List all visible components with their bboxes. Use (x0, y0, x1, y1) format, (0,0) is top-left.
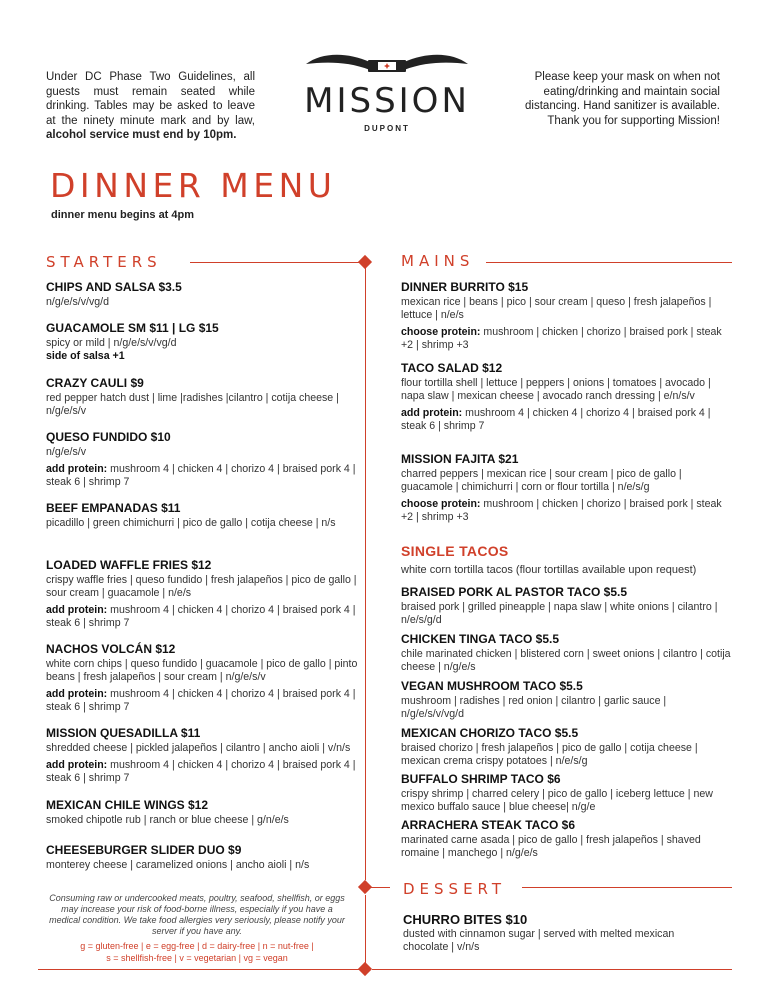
logo-wordmark: MISSION (304, 81, 470, 121)
item-name: VEGAN MUSHROOM TACO $5.5 (401, 679, 583, 693)
item-addon (401, 498, 731, 524)
addon-label: add protein: (46, 688, 108, 700)
single-tacos-note: white corn tortilla tacos (flour tortillas available upon request) (401, 564, 697, 576)
item-name: BEEF EMPANADAS $11 (46, 501, 181, 515)
item-name: BUFFALO SHRIMP TACO $6 (401, 772, 561, 786)
divider-diamond-bottom (358, 962, 372, 976)
dietary-legend-line-1: g = gluten-free | e = egg-free | d = dairy-free | n = nut-free | (80, 941, 314, 951)
starters-divider (190, 262, 360, 263)
addon-options: mushroom 4 | chicken 4 | chorizo 4 | braised pork 4 | steak 6 | shrimp 7 (46, 604, 356, 629)
item-name: MISSION QUESADILLA $11 (46, 726, 201, 740)
menu-item-guacamole (46, 321, 366, 363)
item-description: spicy or mild | n/g/e/s/v/vg/d (46, 337, 177, 349)
menu-item-taco-salad (401, 361, 731, 433)
menu-item-chips-and-salsa (46, 280, 366, 309)
item-addon (401, 407, 731, 433)
item-addon (46, 759, 366, 785)
item-name: CHICKEN TINGA TACO $5.5 (401, 632, 560, 646)
mask-notice-line-1: Please keep your mask on when not (534, 71, 720, 83)
mains-heading: MAINS (401, 252, 475, 270)
item-description: crispy waffle fries | queso fundido | fresh jalapeños | pico de gallo | sour cream | guacamole | n/e/s (46, 574, 357, 599)
item-name: ARRACHERA STEAK TACO $6 (401, 818, 576, 832)
item-addon (46, 604, 366, 630)
item-description: crispy shrimp | charred celery | pico de gallo | iceberg lettuce | new mexico buffalo sauce | blue cheese| n/g/e (401, 788, 713, 813)
dietary-legend-line-2: s = shellfish-free | v = vegetarian | vg = vegan (106, 953, 288, 963)
item-description: braised chorizo | fresh jalapeños | pico de gallo | cotija cheese | mexican crema crispy potatoes | n/e/s/g (401, 742, 698, 767)
item-description: white corn chips | queso fundido | guacamole | pico de gallo | pinto beans | fresh jalapeños | sour cream | n/g/e/s/v (46, 658, 358, 683)
item-description: n/g/e/s/v (46, 446, 87, 458)
menu-item-churro-bites (403, 912, 703, 954)
addon-label: add protein: (46, 759, 108, 771)
item-description: mexican rice | beans | pico | sour cream | queso | fresh jalapeños | lettuce | n/e/s (401, 296, 712, 321)
item-description: shredded cheese | pickled jalapeños | cilantro | ancho aioli | v/n/s (46, 742, 351, 754)
menu-item-queso-fundido (46, 430, 366, 489)
item-name: GUACAMOLE SM $11 | LG $15 (46, 321, 219, 335)
addon-options: mushroom 4 | chicken 4 | chorizo 4 | braised pork 4 | steak 6 | shrimp 7 (401, 407, 711, 432)
item-description: n/g/e/s/v/vg/d (46, 296, 110, 308)
menu-item-vegan-mushroom-taco (401, 679, 731, 721)
alcohol-cutoff-notice: alcohol service must end by 10pm. (46, 129, 237, 141)
single-tacos-heading: SINGLE TACOS (401, 543, 509, 559)
mask-notice-line-4: Thank you for supporting Mission! (547, 114, 720, 127)
item-name: CHIPS AND SALSA $3.5 (46, 280, 182, 294)
menu-item-dinner-burrito (401, 280, 731, 352)
menu-item-mexican-chorizo-taco (401, 726, 731, 768)
divider-diamond-top (358, 255, 372, 269)
item-description: smoked chipotle rub | ranch or blue cheese | g/n/e/s (46, 814, 289, 826)
logo-location: DUPONT (364, 124, 410, 133)
addon-label: choose protein: (401, 326, 481, 338)
menu-item-mexican-chile-wings (46, 798, 366, 827)
item-name: MISSION FAJITA $21 (401, 452, 519, 466)
addon-label: add protein: (46, 463, 108, 475)
item-description: braised pork | grilled pineapple | napa slaw | white onions | cilantro | n/e/s/g/d (401, 601, 718, 626)
item-addon (401, 326, 731, 352)
menu-item-loaded-waffle-fries (46, 558, 366, 630)
item-addon (46, 463, 366, 489)
item-description: picadillo | green chimichurri | pico de gallo | cotija cheese | n/s (46, 517, 336, 529)
item-addon (46, 688, 366, 714)
item-name: CRAZY CAULI $9 (46, 376, 144, 390)
addon-options: mushroom 4 | chicken 4 | chorizo 4 | braised pork 4 | steak 6 | shrimp 7 (46, 463, 356, 488)
menu-item-arrachera-steak-taco (401, 818, 731, 860)
phase-two-notice (46, 70, 255, 143)
menu-item-crazy-cauli (46, 376, 366, 418)
menu-item-buffalo-shrimp-taco (401, 772, 731, 814)
item-name: MEXICAN CHILE WINGS $12 (46, 798, 209, 812)
item-description: red pepper hatch dust | lime |radishes |cilantro | cotija cheese | n/g/e/s/v (46, 392, 339, 417)
item-description: monterey cheese | caramelized onions | ancho aioli | n/s (46, 859, 310, 871)
item-name: LOADED WAFFLE FRIES $12 (46, 558, 212, 572)
mask-notice-line-2: eating/drinking and maintain social (543, 85, 720, 98)
addon-options: mushroom | chicken | chorizo | braised pork | steak +2 | shrimp +3 (401, 498, 722, 523)
dietary-legend (48, 940, 346, 964)
item-description: charred peppers | mexican rice | sour cream | pico de gallo | guacamole | chimichurri | corn or flour tortilla | n/e/s/g (401, 468, 682, 493)
addon-label: add protein: (401, 407, 463, 419)
item-extra: side of salsa +1 (46, 350, 125, 362)
dessert-divider-left (370, 887, 390, 888)
menu-item-al-pastor-taco (401, 585, 731, 627)
menu-item-cheeseburger-slider-duo (46, 843, 366, 872)
item-name: CHEESEBURGER SLIDER DUO $9 (46, 843, 242, 857)
item-description: marinated carne asada | pico de gallo | fresh jalapeños | shaved romaine | manchego | n/g/e/s (401, 834, 701, 859)
item-name: NACHOS VOLCÁN $12 (46, 642, 176, 656)
bottom-divider-right (372, 969, 732, 970)
addon-options: mushroom 4 | chicken 4 | chorizo 4 | braised pork 4 | steak 6 | shrimp 7 (46, 688, 356, 713)
phase-two-notice-text: Under DC Phase Two Guidelines, all guests must remain seated while drinking. Tables may be asked to leave at the ninety minute mark and by law, (46, 71, 255, 127)
menu-item-mission-fajita (401, 452, 731, 524)
mission-logo (296, 50, 478, 133)
mask-notice-line-3: distancing. Hand sanitizer is available. (525, 100, 720, 112)
menu-item-mission-quesadilla (46, 726, 366, 785)
mains-divider (486, 262, 732, 263)
mask-notice (490, 70, 720, 128)
dessert-divider-right (522, 887, 732, 888)
page-title: DINNER MENU (50, 166, 337, 205)
item-name: CHURRO BITES $10 (403, 912, 528, 927)
addon-label: choose protein: (401, 498, 481, 510)
item-description: mushroom | radishes | red onion | cilantro | garlic sauce | n/g/e/s/v/vg/d (401, 695, 667, 720)
item-description: chile marinated chicken | blistered corn | sweet onions | cilantro | cotija cheese | n/g/e/s (401, 648, 731, 673)
item-description: dusted with cinnamon sugar | served with melted mexican chocolate | v/n/s (403, 928, 675, 953)
item-name: BRAISED PORK AL PASTOR TACO $5.5 (401, 585, 628, 599)
menu-item-nachos-volcan (46, 642, 366, 714)
food-safety-disclaimer: Consuming raw or undercooked meats, poultry, seafood, shellfish, or eggs may increase your risk of food-borne illness, especially if you have a medical condition. We take food allergies very seriously, please notify your server if you have any. (49, 893, 345, 936)
addon-options: mushroom | chicken | chorizo | braised pork | steak +2 | shrimp +3 (401, 326, 722, 351)
item-name: MEXICAN CHORIZO TACO $5.5 (401, 726, 579, 740)
page-subtitle: dinner menu begins at 4pm (51, 209, 195, 221)
item-name: DINNER BURRITO $15 (401, 280, 529, 294)
item-name: QUESO FUNDIDO $10 (46, 430, 171, 444)
menu-item-chicken-tinga-taco (401, 632, 731, 674)
bottom-divider-left (38, 969, 360, 970)
item-name: TACO SALAD $12 (401, 361, 503, 375)
menu-item-beef-empanadas (46, 501, 366, 530)
item-description: flour tortilla shell | lettuce | peppers | onions | tomatoes | avocado | napa slaw | mexican cheese | avocado ranch dressing | e/n/s/v (401, 377, 711, 402)
longhorn-belt-icon (302, 50, 472, 82)
dessert-heading: DESSERT (403, 880, 507, 898)
column-divider-lower (365, 895, 366, 965)
starters-heading: STARTERS (46, 253, 162, 271)
addon-label: add protein: (46, 604, 108, 616)
addon-options: mushroom 4 | chicken 4 | chorizo 4 | braised pork 4 | steak 6 | shrimp 7 (46, 759, 356, 784)
